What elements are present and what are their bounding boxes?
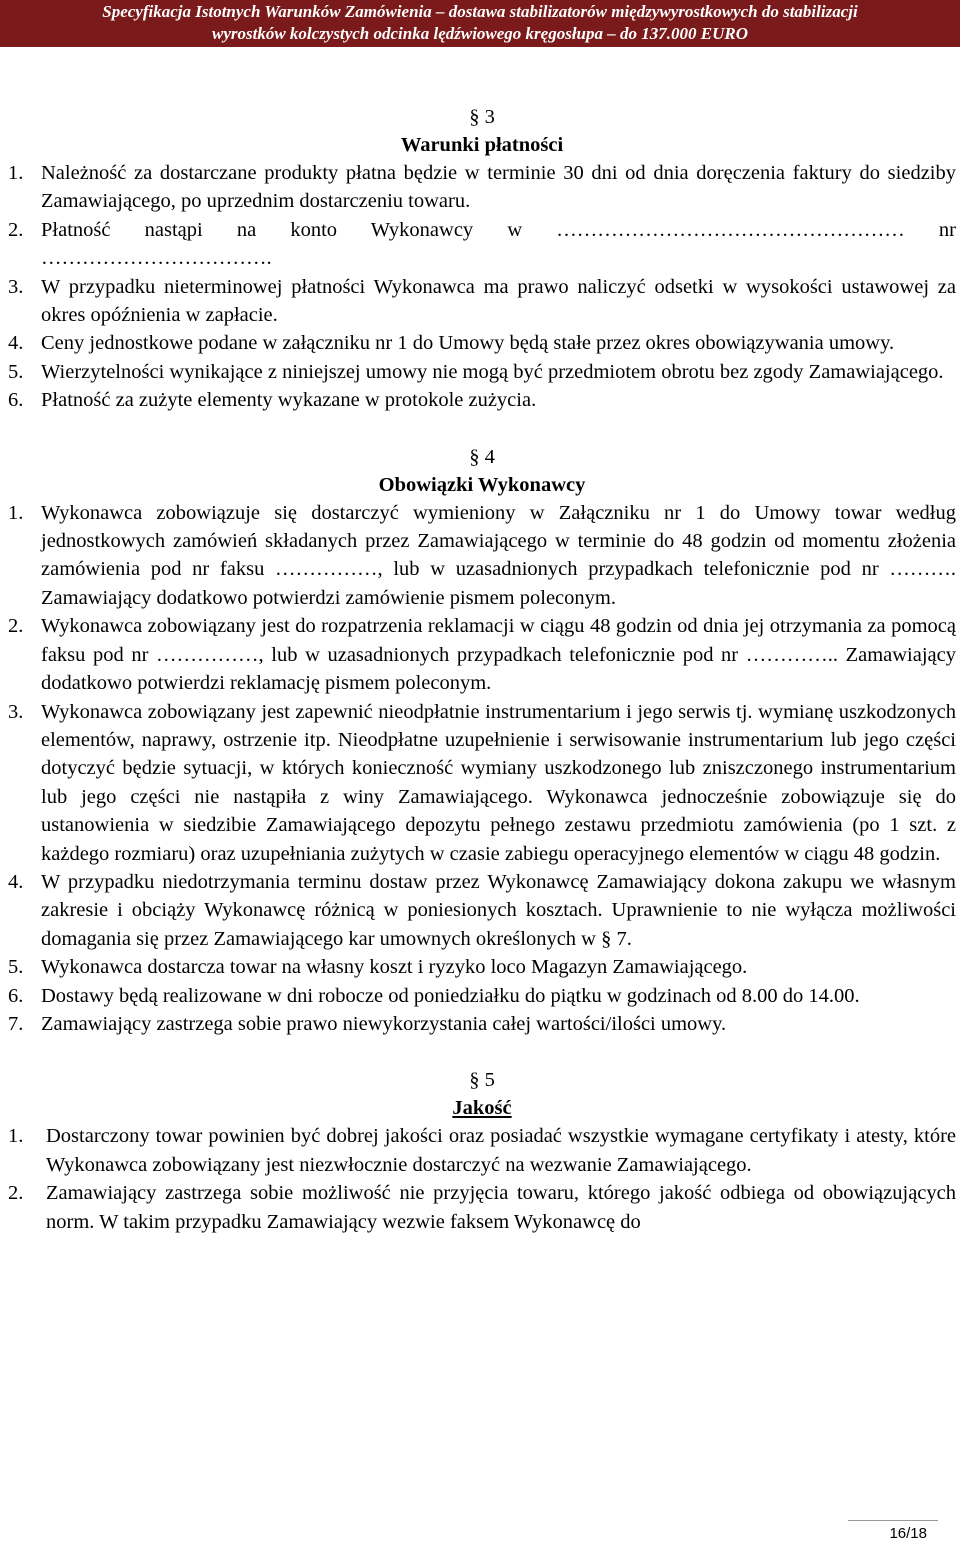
- section-spacer: [8, 415, 956, 443]
- section-5: [8, 1066, 956, 1236]
- list-item: [8, 159, 956, 216]
- list-item: [8, 612, 956, 697]
- page-number: 16/18: [889, 1525, 927, 1542]
- item-number: 6.: [8, 984, 24, 1007]
- item-text: Dostarczony towar powinien być dobrej jakości oraz posiadać wszystkie wymagane certyfikaty i atesty, które Wykonawca zobowiązany jest niezwłocznie dostarczyć na wezwanie Zamawiającego.: [46, 1125, 956, 1176]
- item-text: Płatność za zużyte elementy wykazane w protokole zużycia.: [41, 389, 537, 412]
- item-text: W przypadku nieterminowej płatności Wykonawca ma prawo naliczyć odsetki w wysokości ustawowej za okres opóźnienia w zapłacie.: [41, 275, 956, 327]
- section-title: Jakość: [452, 1097, 512, 1120]
- header-band: [0, 0, 960, 47]
- item-number: 2.: [8, 1182, 24, 1205]
- item-text: Zamawiający zastrzega sobie prawo niewykorzystania całej wartości/ilości umowy.: [41, 1012, 727, 1035]
- list-item: [8, 273, 956, 330]
- section-spacer: [8, 1038, 956, 1066]
- section-number: § 3: [469, 106, 495, 128]
- item-text: Ceny jednostkowe podane w załączniku nr 1 do Umowy będą stałe przez okres obowiązywania umowy.: [41, 332, 895, 355]
- section-title: Warunki płatności: [400, 134, 564, 156]
- item-number: 3.: [8, 700, 24, 723]
- item-text: Wykonawca zobowiązany jest zapewnić nieodpłatnie instrumentarium i jego serwis tj. wymianę uszkodzonych elementów, naprawy, ostrzenie itp. Nieodpłatne uzupełnienie i serwisowanie instrumentarium lub jego części dotyczyć będzie sytuacji, w których konieczność wymiany uszkodzonego lub zniszczonego instrumentarium lub jego części nie nastąpiła z winy Zamawiającego. Wykonawca jednocześnie zobowiązuje się do ustanowienia w siedzibie Zamawiającego depozytu pełnego zestawu przedmiotu zamówienia (po 1 szt. z każdego rozmiaru) oraz uzupełniania zużytych w czasie zabiegu operacyjnego elementów w ciągu 48 godzin.: [41, 700, 956, 865]
- item-text: Wykonawca dostarcza towar na własny koszt i ryzyko loco Magazyn Zamawiającego.: [41, 956, 748, 979]
- list-item: [8, 1179, 956, 1236]
- item-number: 1.: [8, 162, 24, 184]
- list-item: [8, 329, 956, 357]
- item-number: 1.: [8, 1125, 24, 1148]
- item-text: W przypadku niedotrzymania terminu dostaw przez Wykonawcę Zamawiający dokona zakupu we własnym zakresie i obciąży Wykonawcę różnicą w poniesionych kosztach. Uprawnienie to nie wyłącza możliwości domagania się przez Zamawiającego kar umownych określonych w § 7.: [41, 870, 956, 950]
- list-item: [8, 868, 956, 953]
- list-item: [8, 386, 956, 414]
- list-item: [8, 216, 956, 273]
- section-3: [8, 103, 956, 415]
- item-number: 6.: [8, 389, 24, 412]
- list-item: [8, 358, 956, 386]
- item-number: 2.: [8, 615, 24, 638]
- footer-divider: [848, 1520, 938, 1521]
- item-text: Wykonawca zobowiązany jest do rozpatrzenia reklamacji w ciągu 48 godzin od dnia jej otrzymania za pomocą faksu pod nr ……………, lub w uzasadnionych przypadkach telefonicznie pod nr ………….. Zamawiający dodatkowo potwierdzi reklamację pismem poleconym.: [41, 615, 956, 695]
- item-text: Wierzytelności wynikające z niniejszej umowy nie mogą być przedmiotem obrotu bez zgody Zamawiającego.: [41, 360, 944, 383]
- item-text: Dostawy będą realizowane w dni robocze od poniedziałku do piątku w godzinach od 8.00 do 14.00.: [41, 984, 860, 1007]
- header-title-line-1: Specyfikacja Istotnych Warunków Zamówienia – dostawa stabilizatorów międzywyrostkowych do stabilizacji: [102, 2, 858, 21]
- section-title: Obowiązki Wykonawcy: [378, 473, 586, 496]
- section-4: [8, 443, 956, 1039]
- item-text: Należność za dostarczane produkty płatna będzie w terminie 30 dni od dnia doręczenia faktury do siedziby Zamawiającego, po uprzednim dostarczeniu towaru.: [41, 162, 956, 213]
- item-number: 2.: [8, 218, 24, 241]
- document-body: [8, 103, 956, 1236]
- section-number: § 4: [469, 445, 495, 468]
- item-number: 4.: [8, 332, 24, 355]
- item-text: Płatność nastąpi na konto Wykonawcy w …………………………………………… nr …………………………….: [41, 218, 956, 270]
- list-item: [8, 1010, 956, 1038]
- item-number: 1.: [8, 501, 24, 524]
- list-item: [8, 499, 956, 613]
- item-number: 5.: [8, 956, 24, 979]
- list-item: [8, 1122, 956, 1179]
- header-title-line-2: wyrostków kolczystych odcinka lędźwiowego kręgosłupa – do 137.000 EURO: [212, 24, 748, 43]
- item-text: Wykonawca zobowiązuje się dostarczyć wymieniony w Załączniku nr 1 do Umowy towar według jednostkowych zamówień składanych przez Zamawiającego w terminie do 48 godzin od momentu złożenia zamówienia pod nr faksu ……………, lub w uzasadnionych przypadkach telefonicznie pod nr ………. Zamawiający dodatkowo potwierdzi zamówienie pismem poleconym.: [41, 501, 956, 609]
- item-number: 3.: [8, 275, 24, 298]
- item-number: 5.: [8, 360, 24, 383]
- list-item: [8, 953, 956, 981]
- item-number: 4.: [8, 870, 24, 893]
- list-item: [8, 698, 956, 868]
- list-item: [8, 982, 956, 1010]
- item-text: Zamawiający zastrzega sobie możliwość nie przyjęcia towaru, którego jakość odbiega od obowiązujących norm. W takim przypadku Zamawiający wezwie faksem Wykonawcę do: [46, 1182, 956, 1233]
- section-number: § 5: [469, 1069, 495, 1092]
- item-number: 7.: [8, 1012, 24, 1035]
